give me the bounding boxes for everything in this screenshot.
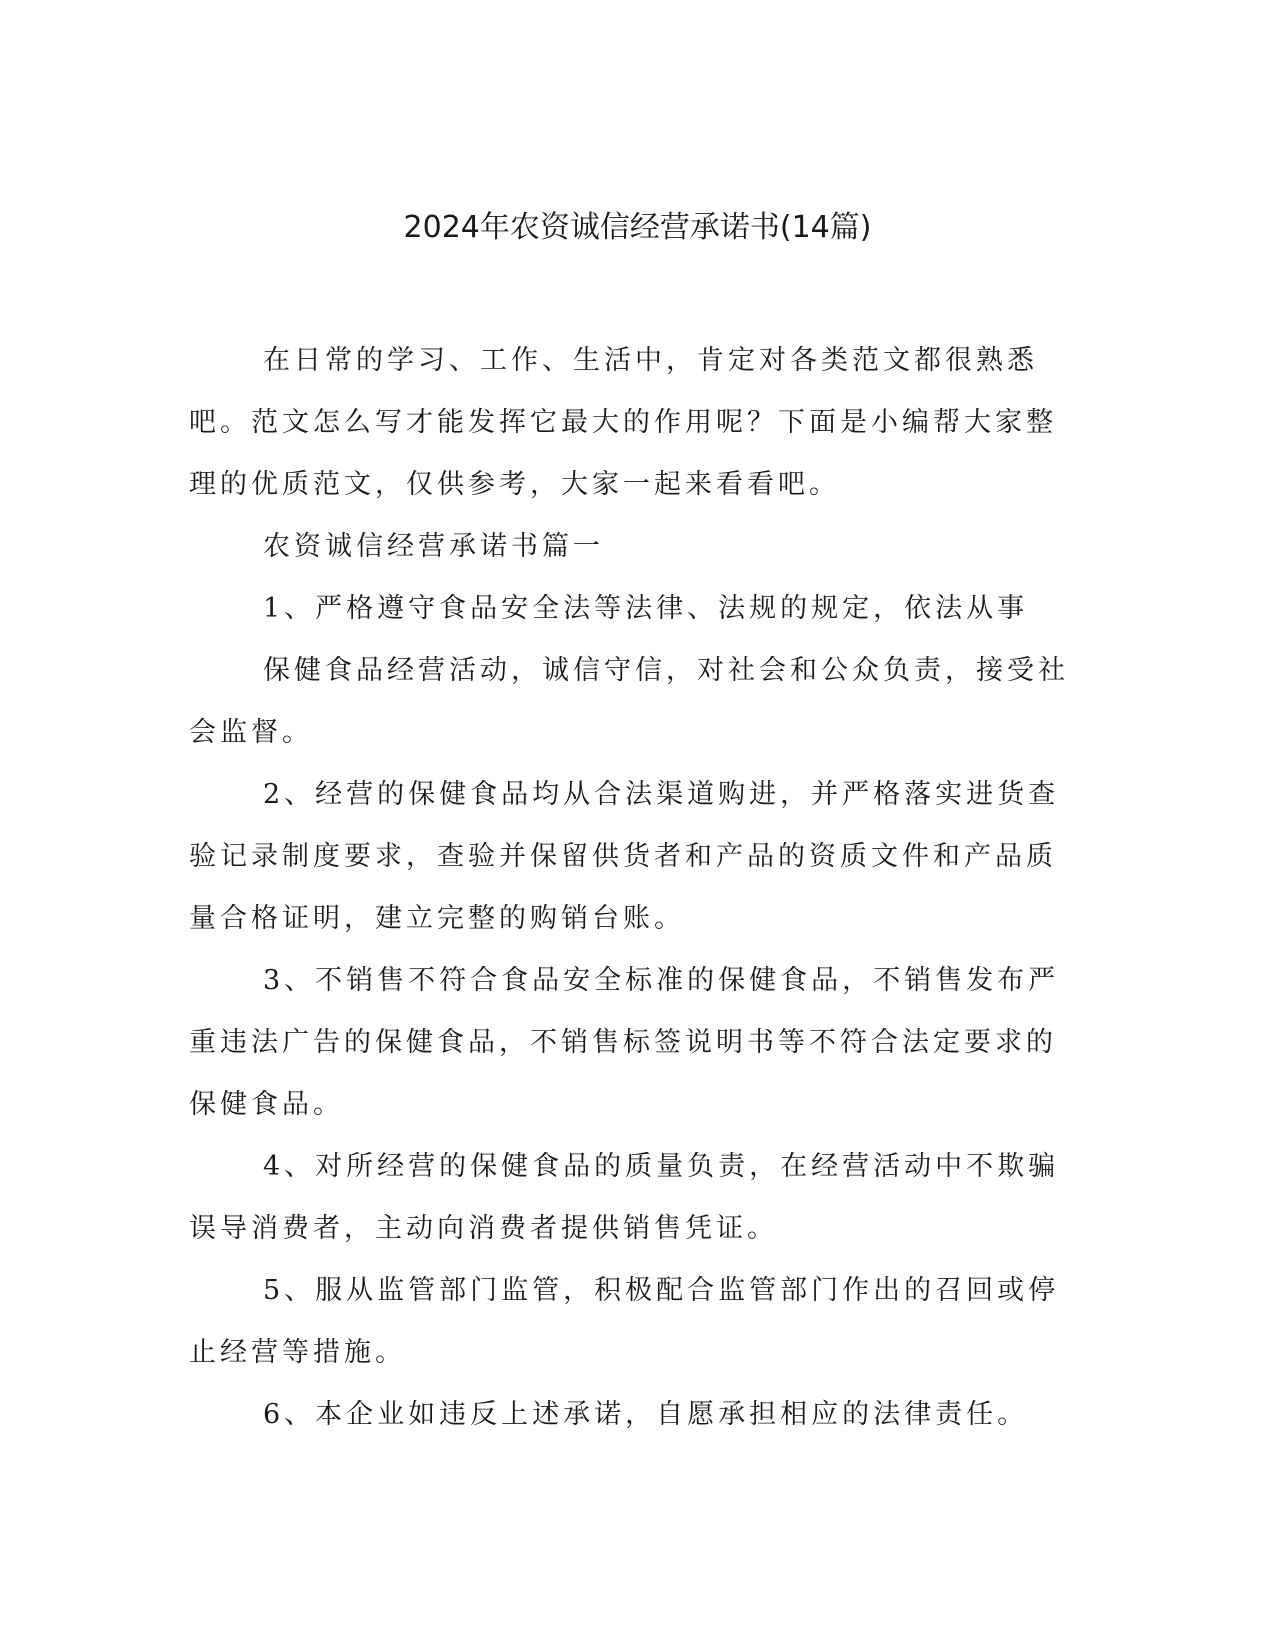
- paragraph-intro: 在日常的学习、工作、生活中，肯定对各类范文都很熟悉吧。范文怎么写才能发挥它最大的作用呢？下面是小编帮大家整理的优质范文，仅供参考，大家一起来看看吧。: [189, 345, 1057, 500]
- paragraph-item-6: 6、本企业如违反上述承诺，自愿承担相应的法律责任。: [263, 1399, 1029, 1430]
- section-heading: 农资诚信经营承诺书篇一: [263, 531, 604, 562]
- document-body: [189, 330, 1079, 1446]
- paragraph-item-5: 5、服从监管部门监管，积极配合监管部门作出的召回或停止经营等措施。: [189, 1275, 1060, 1368]
- paragraph-item-1: 1、严格遵守食品安全法等法律、法规的规定，依法从事: [263, 593, 1029, 624]
- paragraph-item-2: 2、经营的保健食品均从合法渠道购进，并严格落实进货查验记录制度要求，查验并保留供货者和产品的资质文件和产品质量合格证明，建立完整的购销台账。: [189, 779, 1060, 934]
- document-title: 2024年农资诚信经营承诺书(14篇): [403, 210, 872, 245]
- paragraph-item-4: 4、对所经营的保健食品的质量负责，在经营活动中不欺骗误导消费者，主动向消费者提供销售凭证。: [189, 1151, 1060, 1244]
- paragraph-item-1-continued: 保健食品经营活动，诚信守信，对社会和公众负责，接受社会监督。: [189, 655, 1069, 748]
- paragraph-item-3: 3、不销售不符合食品安全标准的保健食品，不销售发布严重违法广告的保健食品，不销售标签说明书等不符合法定要求的保健食品。: [189, 965, 1060, 1120]
